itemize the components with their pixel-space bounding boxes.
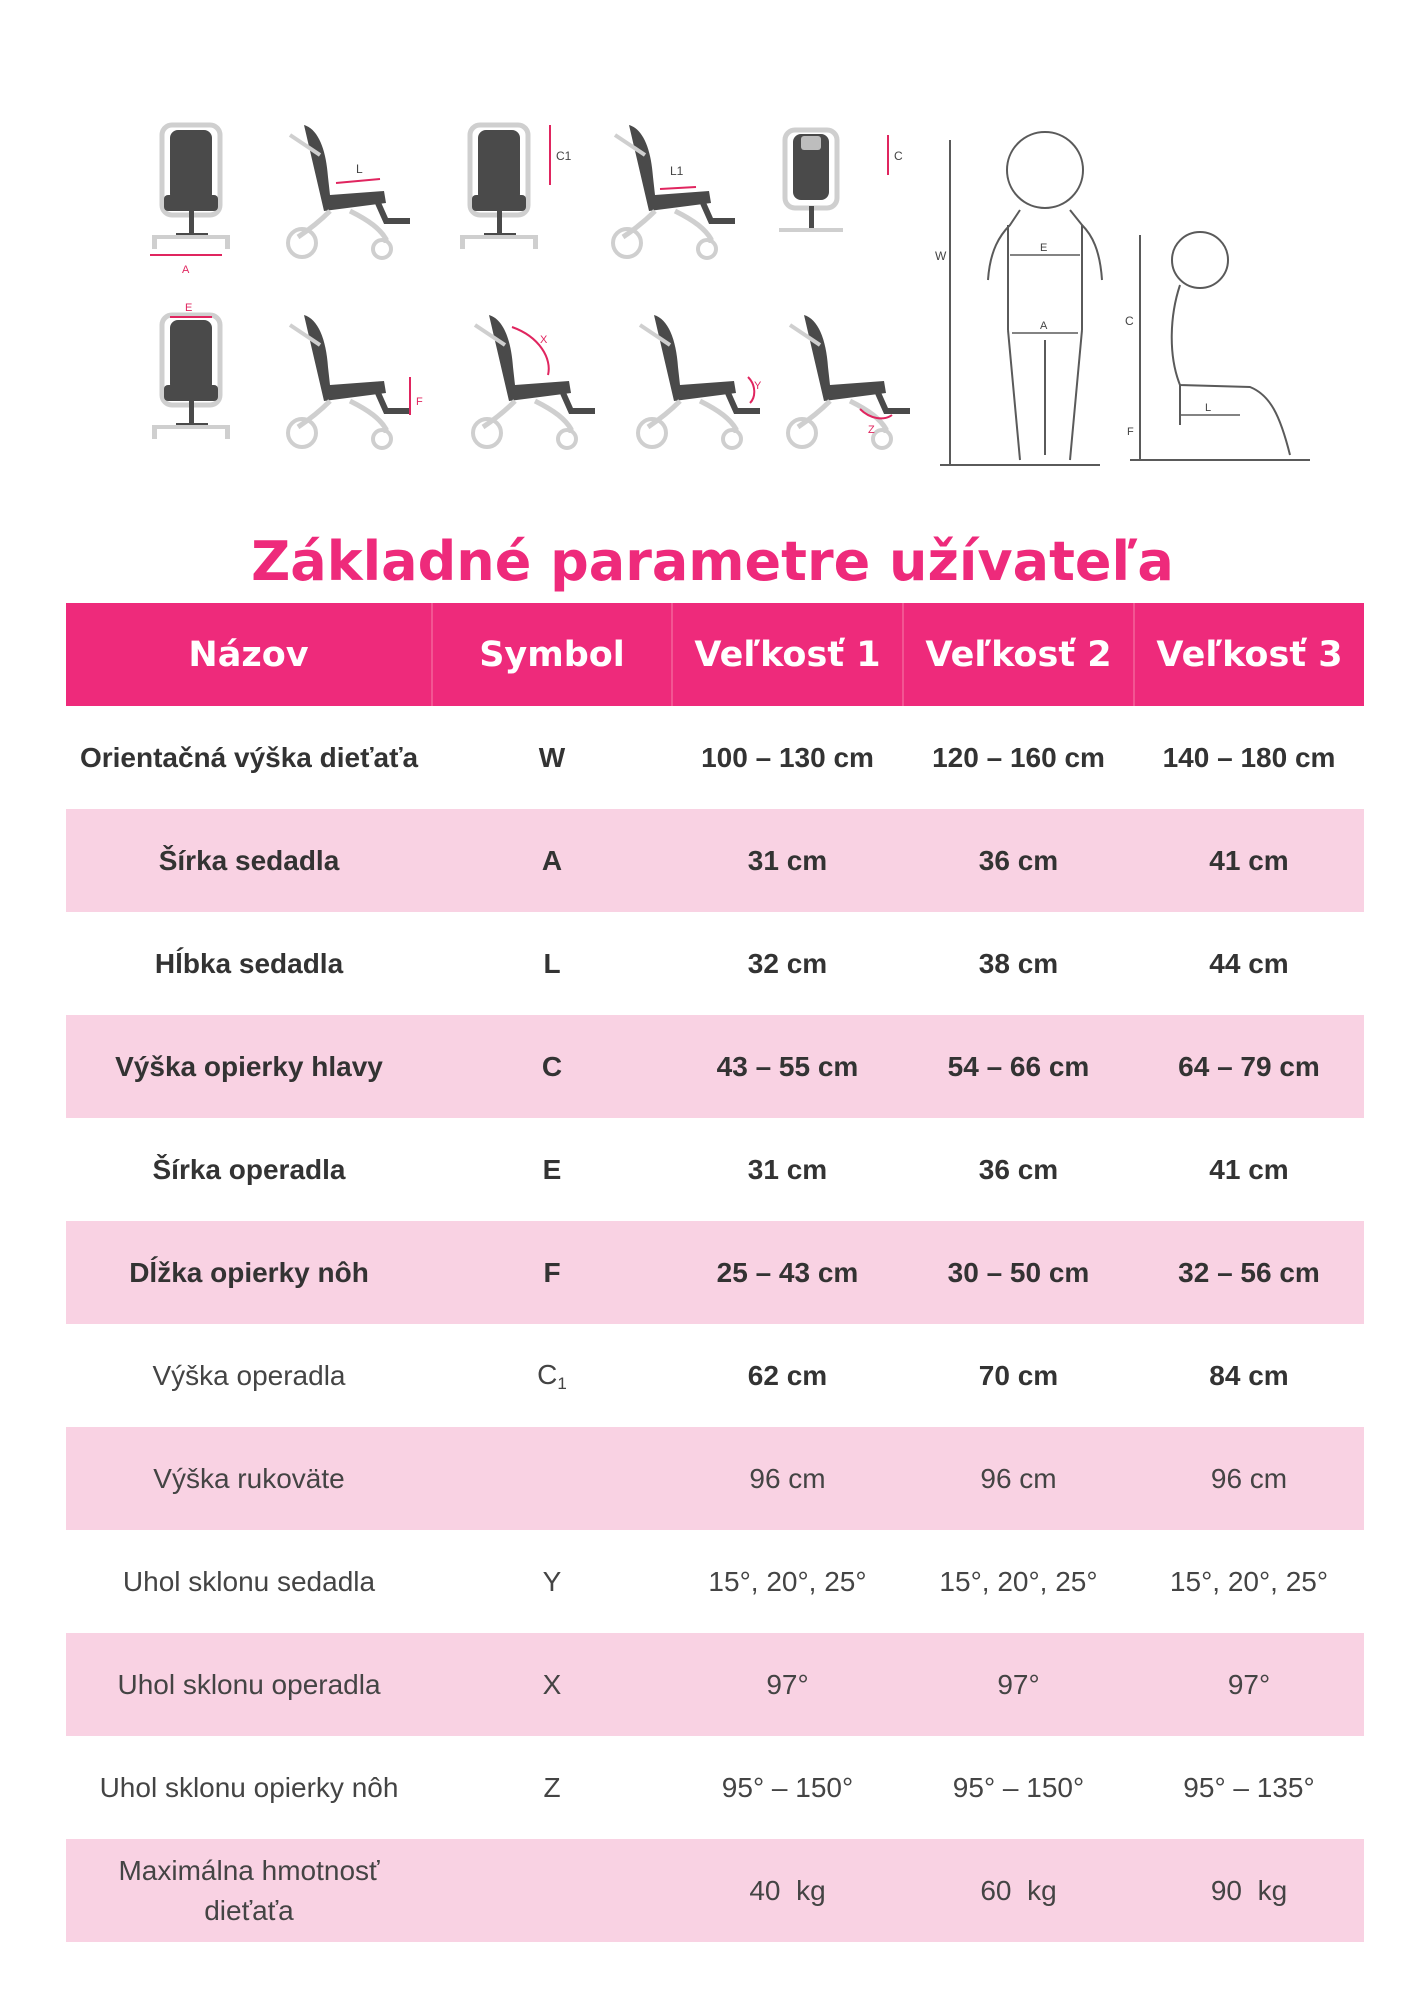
row-size-1: 31 cm bbox=[747, 1153, 828, 1185]
table-row bbox=[66, 809, 1364, 912]
row-size-3: 15°, 20°, 25° bbox=[1169, 1565, 1329, 1597]
row-size-2: 120 – 160 cm bbox=[932, 741, 1105, 773]
svg-text:E: E bbox=[1040, 242, 1048, 254]
svg-text:C: C bbox=[894, 149, 903, 163]
svg-text:Y: Y bbox=[754, 380, 762, 392]
row-size-2: 36 cm bbox=[978, 1153, 1059, 1185]
svg-text:C1: C1 bbox=[556, 149, 572, 163]
row-size-2: 36 cm bbox=[903, 809, 1134, 912]
row-size-2: 54 – 66 cm bbox=[903, 1015, 1134, 1118]
header-size-3: Veľkosť 3 bbox=[1134, 603, 1364, 706]
row-size-3: 32 – 56 cm bbox=[1134, 1221, 1364, 1324]
row-size-3: 41 cm bbox=[1209, 1153, 1289, 1185]
row-name: Uhol sklonu operadla bbox=[66, 1633, 432, 1736]
svg-text:Z: Z bbox=[868, 424, 875, 436]
row-name: Dĺžka opierky nôh bbox=[66, 1221, 432, 1324]
row-name: Výška operadla bbox=[152, 1359, 346, 1391]
row-symbol: C bbox=[432, 1015, 672, 1118]
row-size-1: 40 kg bbox=[672, 1839, 903, 1942]
row-size-3: 90 kg bbox=[1134, 1839, 1364, 1942]
row-size-1: 25 – 43 cm bbox=[672, 1221, 903, 1324]
row-size-1: 32 cm bbox=[747, 947, 828, 979]
row-size-3: 84 cm bbox=[1209, 1359, 1289, 1391]
row-symbol bbox=[432, 1427, 672, 1530]
row-symbol: X bbox=[432, 1633, 672, 1736]
svg-text:L1: L1 bbox=[670, 164, 684, 178]
row-size-2: 30 – 50 cm bbox=[903, 1221, 1134, 1324]
table-row bbox=[66, 1324, 1364, 1427]
row-name: Šírka operadla bbox=[152, 1153, 346, 1185]
header-name: Názov bbox=[66, 603, 432, 706]
symbol-main: C bbox=[537, 1359, 558, 1391]
svg-text:F: F bbox=[416, 396, 423, 408]
row-size-1: 100 – 130 cm bbox=[701, 741, 874, 773]
row-name: Maximálna hmotnosť dieťaťa bbox=[66, 1839, 432, 1942]
row-symbol bbox=[432, 1839, 672, 1942]
svg-text:A: A bbox=[1040, 320, 1048, 332]
row-symbol bbox=[432, 1324, 672, 1427]
table-row bbox=[66, 1736, 1364, 1839]
row-size-1: 31 cm bbox=[672, 809, 903, 912]
table-row bbox=[66, 1839, 1364, 1942]
table-row bbox=[66, 1221, 1364, 1324]
measurement-diagrams bbox=[140, 115, 1310, 475]
page-title: Základné parametre užívateľa bbox=[251, 530, 1174, 593]
row-symbol: L bbox=[543, 947, 561, 979]
header-size-1: Veľkosť 1 bbox=[672, 603, 903, 706]
header-symbol: Symbol bbox=[432, 603, 672, 706]
row-size-3: 140 – 180 cm bbox=[1162, 741, 1336, 773]
row-size-1: 96 cm bbox=[672, 1427, 903, 1530]
row-name: Orientačná výška dieťaťa bbox=[79, 741, 419, 773]
svg-text:W: W bbox=[935, 249, 947, 263]
row-size-3: 41 cm bbox=[1134, 809, 1364, 912]
svg-text:X: X bbox=[540, 334, 548, 346]
row-size-1: 43 – 55 cm bbox=[672, 1015, 903, 1118]
row-size-2: 60 kg bbox=[903, 1839, 1134, 1942]
row-name: Uhol sklonu opierky nôh bbox=[99, 1771, 399, 1803]
table-row bbox=[66, 1427, 1364, 1530]
table-row bbox=[66, 706, 1364, 809]
row-symbol: Y bbox=[542, 1565, 562, 1597]
table-row bbox=[66, 1118, 1364, 1221]
row-size-2: 15°, 20°, 25° bbox=[939, 1565, 1098, 1597]
row-name: Šírka sedadla bbox=[66, 809, 432, 912]
row-name: Hĺbka sedadla bbox=[154, 947, 344, 979]
table-row bbox=[66, 1633, 1364, 1736]
svg-text:F: F bbox=[1127, 426, 1134, 438]
row-size-1: 97° bbox=[672, 1633, 903, 1736]
svg-text:C: C bbox=[1125, 314, 1134, 328]
row-size-1: 95° – 150° bbox=[721, 1771, 854, 1803]
row-symbol: F bbox=[432, 1221, 672, 1324]
row-symbol: W bbox=[538, 741, 566, 773]
row-symbol: Z bbox=[543, 1771, 561, 1803]
row-size-2: 38 cm bbox=[978, 947, 1059, 979]
row-size-3: 44 cm bbox=[1209, 947, 1289, 979]
row-name: Výška rukoväte bbox=[66, 1427, 432, 1530]
symbol-subscript: 1 bbox=[557, 1374, 567, 1394]
table-row bbox=[66, 912, 1364, 1015]
table-header-row bbox=[66, 603, 1364, 706]
label-a-diagram: A bbox=[182, 264, 190, 276]
row-size-3: 96 cm bbox=[1134, 1427, 1364, 1530]
table-row bbox=[66, 1530, 1364, 1633]
table-row bbox=[66, 1015, 1364, 1118]
row-size-2: 97° bbox=[903, 1633, 1134, 1736]
row-size-2: 96 cm bbox=[903, 1427, 1134, 1530]
row-name: Výška opierky hlavy bbox=[66, 1015, 432, 1118]
row-size-2: 95° – 150° bbox=[952, 1771, 1085, 1803]
row-size-3: 97° bbox=[1134, 1633, 1364, 1736]
header-size-2: Veľkosť 2 bbox=[903, 603, 1134, 706]
svg-text:L: L bbox=[1205, 402, 1212, 414]
row-symbol: A bbox=[432, 809, 672, 912]
parameters-table bbox=[66, 603, 1364, 1942]
row-name: Uhol sklonu sedadla bbox=[122, 1565, 376, 1597]
svg-text:L: L bbox=[356, 162, 363, 176]
row-size-2: 70 cm bbox=[978, 1359, 1059, 1391]
row-size-1: 62 cm bbox=[747, 1359, 828, 1391]
row-size-3: 64 – 79 cm bbox=[1134, 1015, 1364, 1118]
svg-text:E: E bbox=[185, 302, 193, 314]
row-size-1: 15°, 20°, 25° bbox=[708, 1565, 867, 1597]
row-symbol: E bbox=[542, 1153, 562, 1185]
row-size-3: 95° – 135° bbox=[1183, 1771, 1315, 1803]
